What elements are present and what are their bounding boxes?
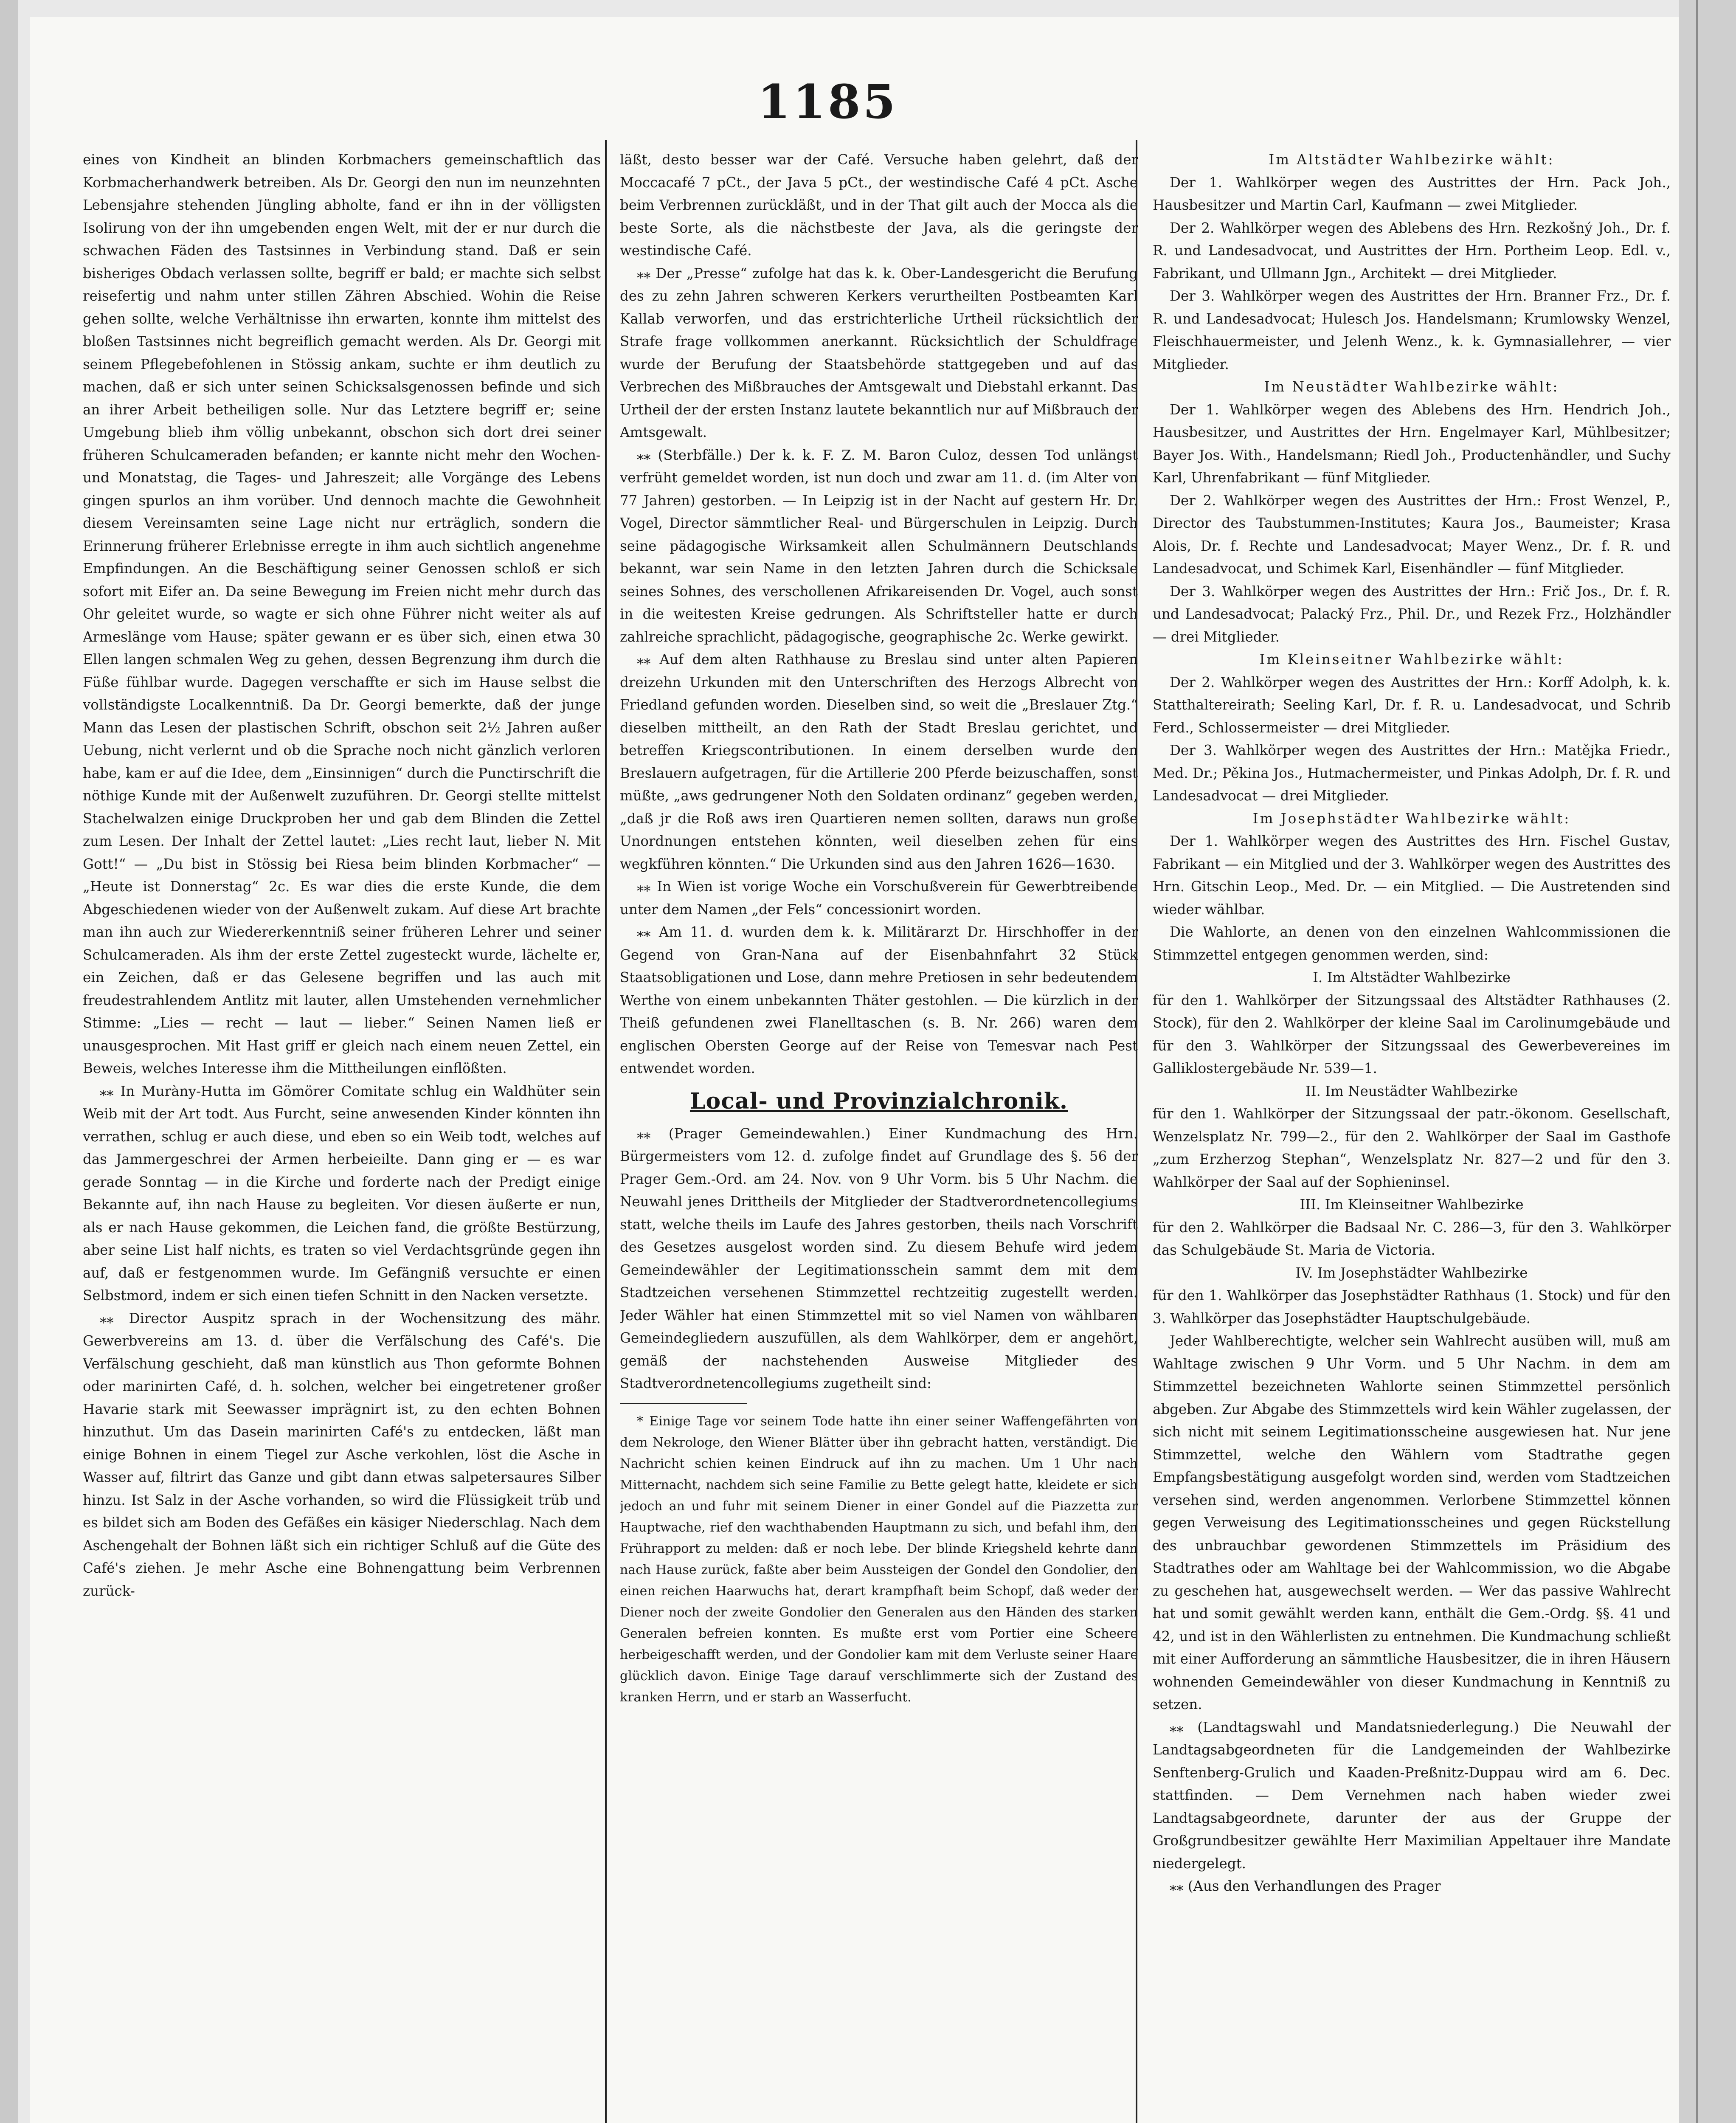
news-item-landtagswahl: ⁎⁎ (Landtagswahl und Mandatsniederlegung.) Die Neuwahl der Landtagsabgeordneten für die Landgemeinden der Wahlbezirke Senftenberg-Grulich und Kaaden-Preßnitz-Duppau wird am 6. Dec. stattfinden. — Dem Vernehmen nach haben wieder zwei Landtagsabgeordnete, darunter der aus der Gruppe der Großgrundbesitzer gewählte Herr Maximilian Appeltauer ihre Mandate niedergelegt.	[1153, 1719, 1671, 1872]
district-heading: Im Kleinseitner Wahlbezirke wählt:	[1259, 651, 1564, 667]
list-item: Der 3. Wahlkörper wegen des Austrittes der Hrn. Branner Frz., Dr. f. R. und Landesadvocat; Hulesch Jos. Handelsmann; Krumlowsky Wenzel, Fleischhauermeister, und Jelenh Wenz., k. k. Gymnasiallehrer, — vier Mitglieder.	[1153, 288, 1671, 372]
news-item-presse: ⁎⁎ Der „Presse“ zufolge hat das k. k. Ober-Landesgericht die Berufung des zu zehn Jahren schweren Kerkers verurtheilten Postbeamten Karl Kallab verworfen, und das erstrichterliche Urtheil rücksichtlich der Strafe frage vollkommen anerkannt. Rücksichtlich der Schuldfrage wurde der Berufung der Staatsbehörde stattgegeben und auf das Verbrechen des Mißbrauches der Amtsgewalt und Diebstahl erkannt. Das Urtheil der der ersten Instanz lautete bekanntlich nur auf Mißbrauch der Amtsgewalt.	[620, 265, 1138, 440]
news-item-gemeindewahlen: ⁎⁎ (Prager Gemeindewahlen.) Einer Kundmachung des Hrn. Bürgermeisters vom 12. d. zufolge findet auf Grundlage des §. 56 der Prager Gem.-Ord. am 24. Nov. von 9 Uhr Vorm. bis 5 Uhr Nachm. die Neuwahl jenes Drittheils der Mitglieder der Stadtverordnetencollegiums statt, welche theils im Laufe des Jahres gestorben, theils nach Vorschrift des Gesetzes ausgelost worden sind. Zu diesem Behufe wird jedem Gemeindewähler der Legitimationsschein sammt dem mit dem Stadtzeichen versehenen Stimmzettel rechtzeitig zugestellt werden. Jeder Wähler hat einen Stimmzettel mit so viel Namen von wählbaren Gemeindegliedern auszufüllen, als dem Wahlkörper, dem er angehört, gemäß der nachstehenden Ausweise Mitglieder des Stadtverordnetencollegiums zugetheilt sind:	[620, 1125, 1138, 1391]
binding-line	[1696, 0, 1698, 2123]
subheading: II. Im Neustädter Wahlbezirke	[1305, 1083, 1518, 1099]
list-item: Der 1. Wahlkörper wegen des Ablebens des Hrn. Hendrich Joh., Hausbesitzer, und Austrittes der Hrn. Engelmayer Karl, Mühlbesitzer; Bayer Jos. With., Handelsmann; Riedl Joh., Productenhändler, und Suchy Karl, Uhrenfabrikant — fünf Mitglieder.	[1153, 401, 1671, 486]
footnote: * Einige Tage vor seinem Tode hatte ihn einer seiner Waffengefährten von dem Nekrologe, den Wiener Blätter über ihn gebracht hatten, verständigt. Die Nachricht schien keinen Eindruck auf ihn zu machen. Um 1 Uhr nach Mitternacht, nachdem sich seine Familie zu Bette gelegt hatte, kleidete er sich jedoch an und fuhr mit seinem Diener in einer Gondel auf die Piazzetta zur Hauptwache, rief den wachthabenden Hauptmann zu sich, und befahl ihm, den Frührapport zu melden: daß er noch lebe. Der blinde Kriegsheld kehrte dann nach Hause zurück, faßte aber beim Aussteigen der Gondel den Gondolier, den einen reichen Haarwuchs hat, derart krampfhaft beim Schopf, daß weder der Diener noch der zweite Gondolier den Generalen aus den Händen des starken Generalen befreien konnten. Es mußte erst vom Portier eine Scheere herbeigeschafft werden, und der Gondolier kam mit dem Verluste seiner Haare glücklich davon. Einige Tage darauf verschlimmerte sich der Zustand des kranken Herrn, und er starb an Wasserfucht.	[620, 1413, 1138, 1705]
article-text: läßt, desto besser war der Café. Versuche haben gelehrt, daß der Moccacafé 7 pCt., der Java 5 pCt., der westindische Café 4 pCt. Asche beim Verbrennen zurückläßt, und in der That gilt auch der Mocca als die beste Sorte, als die nächstbeste der Java, als die geringste der westindische Café.	[620, 152, 1138, 259]
paragraph: für den 1. Wahlkörper der Sitzungssaal des Altstädter Rathhauses (2. Stock), für den 2. Wahlkörper der kleine Saal im Carolinumgebäude und für den 3. Wahlkörper der Sitzungssaal des Gewerbevereines im Galliklostergebäude Nr. 539—1.	[1153, 992, 1671, 1076]
list-item: Der 3. Wahlkörper wegen des Austrittes der Hrn.: Matějka Friedr., Med. Dr.; Pěkina Jos., Hutmachermeister, und Pinkas Adolph, Dr. f. R. und Landesadvocat — drei Mitglieder.	[1153, 742, 1671, 804]
page-number: 1185	[757, 74, 898, 129]
scan-right-edge	[1679, 0, 1736, 2123]
subheading: IV. Im Josephstädter Wahlbezirke	[1295, 1264, 1528, 1281]
list-item: Der 1. Wahlkörper wegen des Austrittes der Hrn. Pack Joh., Hausbesitzer und Martin Carl, Kaufmann — zwei Mitglieder.	[1153, 174, 1671, 213]
list-item: Der 1. Wahlkörper wegen des Austrittes des Hrn. Fischel Gustav, Fabrikant — ein Mitglied und der 3. Wahlkörper wegen des Austrittes des Hrn. Gitschin Leop., Med. Dr. — ein Mitglied. — Die Austretenden sind wieder wählbar.	[1153, 833, 1671, 918]
paragraph: für den 2. Wahlkörper die Badsaal Nr. C. 286—3, für den 3. Wahlkörper das Schulgebäude St. Maria de Victoria.	[1153, 1219, 1671, 1258]
column-2	[620, 149, 1138, 2123]
news-item-cafe: ⁎⁎ Director Auspitz sprach in der Wochensitzung des mähr. Gewerbvereins am 13. d. über die Verfälschung des Café's. Die Verfälschung geschieht, daß man künstlich aus Thon geformte Bohnen oder marinirten Café, d. h. solchen, welcher bei eingetretener großer Havarie stark mit Seewasser imprägnirt ist, zu den echten Bohnen hinzuthut. Um das Dasein marinirten Café's zu entdecken, läßt man einige Bohnen in einem Tiegel zur Asche verkohlen, löst die Asche in Wasser auf, filtrirt das Ganze und gibt dann etwas salpetersaures Silber hinzu. Ist Salz in der Asche vorhanden, so wird die Flüssigkeit trüb und es bildet sich am Boden des Gefäßes ein käsiger Niederschlag. Nach dem Aschengehalt der Bohnen läßt sich ein richtiger Schluß auf die Güte des Café's ziehen. Je mehr Asche eine Bohnengattung beim Verbrennen zurück-	[83, 1310, 601, 1599]
news-item-wien: ⁎⁎ In Wien ist vorige Woche ein Vorschußverein für Gewerbtreibende unter dem Namen „der Fels“ concessionirt worden.	[620, 878, 1138, 918]
scan-left-edge	[0, 0, 18, 2123]
paragraph: Die Wahlorte, an denen von den einzelnen Wahlcommissionen die Stimmzettel entgegen genommen werden, sind:	[1153, 924, 1671, 963]
footnote-separator	[620, 1403, 747, 1404]
news-item-verhandlungen: ⁎⁎ (Aus den Verhandlungen des Prager	[1170, 1878, 1441, 1894]
list-item: Der 2. Wahlkörper wegen des Ablebens des Hrn. Rezkošný Joh., Dr. f. R. und Landesadvocat, und Austrittes der Hrn. Portheim Leop. Edl. v., Fabrikant, und Ullmann Jgn., Architekt — drei Mitglieder.	[1153, 220, 1671, 282]
district-heading: Im Neustädter Wahlbezirke wählt:	[1264, 379, 1559, 395]
paragraph: für den 1. Wahlkörper das Josephstädter Rathhaus (1. Stock) und für den 3. Wahlkörper das Josephstädter Hauptschulgebäude.	[1153, 1287, 1671, 1326]
column-3	[1153, 149, 1671, 2123]
news-item-diebstahl: ⁎⁎ Am 11. d. wurden dem k. k. Militärarzt Dr. Hirschhoffer in der Gegend von Gran-Nana auf der Eisenbahnfahrt 32 Stück Staatsobligationen und Lose, dann mehre Pretiosen in sehr bedeutendem Werthe von einem unbekannten Thäter gestohlen. — Die kürzlich in der Theiß gefundenen zwei Flanelltaschen (s. B. Nr. 266) waren dem englischen Obersten George auf der Reise von Temesvar nach Pest entwendet worden.	[620, 924, 1138, 1076]
news-item-murany: ⁎⁎ In Muràny-Hutta im Gömörer Comitate schlug ein Waldhüter sein Weib mit der Art todt. Aus Furcht, seine anwesenden Kinder könnten ihn verrathen, schlug er auch diese, und eben so ein Weib todt, welches auf das Jammergeschrei der Armen herbeieilte. Dann ging er — es war gerade Sonntag — in die Kirche und forderte nach der Predigt einige Bekannte auf, ihn nach Hause zu begleiten. Vor diesen äußerte er nun, als er nach Hause gekommen, die Leichen fand, die größte Bestürzung, aber seine List half nichts, es traten so viel Verdachtsgründe gegen ihn auf, daß er festgenommen wurde. Im Gefängniß versuchte er einen Selbstmord, indem er sich einen tiefen Schnitt in den Nacken versetzte.	[83, 1083, 601, 1304]
list-item: Der 2. Wahlkörper wegen des Austrittes der Hrn.: Korff Adolph, k. k. Statthaltereirath; Seeling Karl, Dr. f. R. u. Landesadvocat, und Schrib Ferd., Schlossermeister — drei Mitglieder.	[1153, 674, 1671, 736]
news-item-breslau: ⁎⁎ Auf dem alten Rathhause zu Breslau sind unter alten Papieren dreizehn Urkunden mit den Unterschriften des Herzogs Albrecht von Friedland gefunden worden. Dieselben sind, so weit die „Breslauer Ztg.“ dieselben mittheilt, an den Rath der Stadt Breslau gerichtet, und betreffen Kriegscontributionen. In einem derselben wurde den Breslauern aufgetragen, für die Artillerie 200 Pferde beizuschaffen, sonst müßte, „aws gedrungener Noth den Soldaten ordinanz“ gegeben werden, „daß jr die Roß aws iren Quartieren nemen sollten, daraws nun große Unordnungen entstehen könnten, weil dieselben zehen für eins wegkführen könnten.“ Die Urkunden sind aus den Jahren 1626—1630.	[620, 651, 1138, 872]
paragraph: Jeder Wahlberechtigte, welcher sein Wahlrecht ausüben will, muß am Wahltage zwischen 9 Uhr Vorm. und 5 Uhr Nachm. in dem am Stimmzettel bezeichneten Wahlorte seinen Stimmzettel persönlich abgeben. Zur Abgabe des Stimmzettels wird kein Wähler zugelassen, der sich nicht mit seinem Legitimationsscheine ausgewiesen hat. Nur jene Stimmzettel, welche den Wählern vom Stadtrathe gegen Empfangsbestätigung ausgefolgt worden sind, werden vom Stadtzeichen versehen sind, werden angenommen. Verlorbene Stimmzettel können gegen Verweisung des Legitimationsscheines und gegen Rückstellung des unbrauchbar gewordenen Stimmzettels im Präsidium des Stadtrathes oder am Wahltage bei der Wahlcommission, wo die Abgabe zu geschehen hat, ausgewechselt werden. — Wer das passive Wahlrecht hat und somit gewählt werden kann, enthält die Gem.-Ordg. §§. 41 und 42, und ist in den Wählerlisten zu entnehmen. Die Kundmachung schließt mit einer Aufforderung an sämmtliche Hausbesitzer, die in ihren Häusern wohnenden Gemeindewähler von dieser Kundmachung in Kenntniß zu setzen.	[1153, 1333, 1671, 1712]
subheading: I. Im Altstädter Wahlbezirke	[1313, 969, 1511, 985]
column-rule-1	[605, 140, 607, 2123]
news-item-sterbfaelle: ⁎⁎ (Sterbfälle.) Der k. k. F. Z. M. Baron Culoz, dessen Tod unlängst verfrüht gemeldet worden, ist nun doch und zwar am 11. d. (im Alter von 77 Jahren) gestorben. — In Leipzig ist in der Nacht auf gestern Hr. Dr. Vogel, Director sämmtlicher Real- und Bürgerschulen in Leipzig. Durch seine pädagogische Wirksamkeit allen Schulmännern Deutschlands bekannt, war sein Name in den letzten Jahren durch die Schicksale seines Sohnes, des verschollenen Afrikareisenden Dr. Vogel, auch sonst in die weitesten Kreise gedrungen. Als Schriftsteller hatte er durch zahlreiche sprachlicht, pädagogische, geographische 2c. Werke gewirkt.	[620, 447, 1138, 645]
paragraph: für den 1. Wahlkörper der Sitzungssaal der patr.-ökonom. Gesellschaft, Wenzelsplatz Nr. 799—2., für den 2. Wahlkörper der Saal im Gasthofe „zum Erzherzog Stephan“, Wenzelsplatz Nr. 827—2 und für den 3. Wahlkörper der Saal auf der Sophieninsel.	[1153, 1106, 1671, 1190]
article-text: eines von Kindheit an blinden Korbmachers gemeinschaftlich das Korbmacherhandwerk betreiben. Als Dr. Georgi den nun im neunzehnten Lebensjahre stehenden Jüngling abholte, fand er ihn in der völligsten Isolirung von der ihn umgebenden engen Welt, mit der er nur durch die schwachen Fäden des Tastsinnes in Verbindung stand. Daß er sein bisheriges Obdach verlassen sollte, begriff er bald; er machte sich selbst reisefertig und nahm unter stillen Zähren Abschied. Wohin die Reise gehen sollte, welche Verhältnisse ihn erwarten, konnte ihm mittelst des bloßen Tastsinnes nicht begreiflich gemacht werden. Als Dr. Georgi mit seinem Pflegebefohlenen in Stössig ankam, suchte er ihm deutlich zu machen, daß er sich unter seinen Schicksalsgenossen befinde und sich an ihrer Arbeit betheiligen solle. Nur das Letztere begriff er; seine Umgebung blieb ihm völlig unbekannt, obschon sich dort drei seiner früheren Schulcameraden befanden; er kannte nicht mehr den Wochen- und Monatstag, die Tages- und Jahreszeit; alle Vorgänge des Lebens gingen spurlos an ihm vorüber. Und dennoch machte die Gewohnheit diesem Vereinsamten seine Lage nicht nur erträglich, sondern die Erinnerung früherer Erlebnisse erregte in ihm auch sichtlich angenehme Empfindungen. An die Beschäftigung seiner Genossen schloß er sich sofort mit Eifer an. Da seine Bewegung im Freien nicht mehr durch das Ohr geleitet wurde, so wagte er sich ohne Führer nicht weiter als auf Armeslänge vom Hause; später gewann er es über sich, einen etwa 30 Ellen langen schmalen Weg zu gehen, dessen Begrenzung ihm durch die Füße fühlbar wurde. Dagegen verschaffte er sich im Hause selbst die vollständigste Localkenntniß. Da Dr. Georgi bemerkte, daß der junge Mann das Lesen der plastischen Schrift, obschon seit 2½ Jahren außer Uebung, nicht verlernt und ob die Sprache noch nicht gänzlich verloren habe, kam er auf die Idee, dem „Einsinnigen“ durch die Punctirschrift die nöthige Kunde mit der Außenwelt zuzuführen. Dr. Georgi stellte mittelst Stachelwalzen einige Druckproben her und gab dem Blinden die Zettel zum Lesen. Der Inhalt der Zettel lautet: „Lies recht laut, lieber N. Mit Gott!“ — „Du bist in Stössig bei Riesa beim blinden Korbmacher“ — „Heute ist Donnerstag“ 2c. Es war dies die erste Kunde, die dem Abgeschiedenen wieder von der Außenwelt zukam. Auf diese Art brachte man ihn auch zur Wiedererkenntniß seiner früheren Lehrer und seiner Schulcameraden. Als ihm der erste Zettel zugesteckt wurde, lächelte er, ein Zeichen, daß er das Gelesene begriffen und las auch mit freudestrahlendem Antlitz mit lauter, allen Umstehenden vernehmlicher Stimme: „Lies — recht — laut — lieber.“ Seinen Namen ließ er unausgesprochen. Mit Hast griff er gleich nach einem neuen Zettel, ein Beweis, welches Interesse ihm die Mittheilungen einflößten.	[83, 152, 601, 1076]
column-1	[83, 149, 601, 2123]
list-item: Der 3. Wahlkörper wegen des Austrittes der Hrn.: Frič Jos., Dr. f. R. und Landesadvocat; Palacký Frz., Phil. Dr., und Rezek Frz., Holzhändler — drei Mitglieder.	[1153, 583, 1671, 645]
district-heading: Im Josephstädter Wahlbezirke wählt:	[1252, 810, 1571, 827]
subheading: III. Im Kleinseitner Wahlbezirke	[1300, 1197, 1524, 1213]
list-item: Der 2. Wahlkörper wegen des Austrittes der Hrn.: Frost Wenzel, P., Director des Taubstummen-Institutes; Kaura Jos., Baumeister; Krasa Alois, Dr. f. Rechte und Landesadvocat; Mayer Wenz., Dr. f. R. und Landesadvocat, und Schimek Karl, Eisenhändler — fünf Mitglieder.	[1153, 492, 1671, 577]
district-heading: Im Altstädter Wahlbezirke wählt:	[1269, 152, 1555, 168]
section-heading: Local- und Provinzialchronik.	[689, 1088, 1068, 1114]
